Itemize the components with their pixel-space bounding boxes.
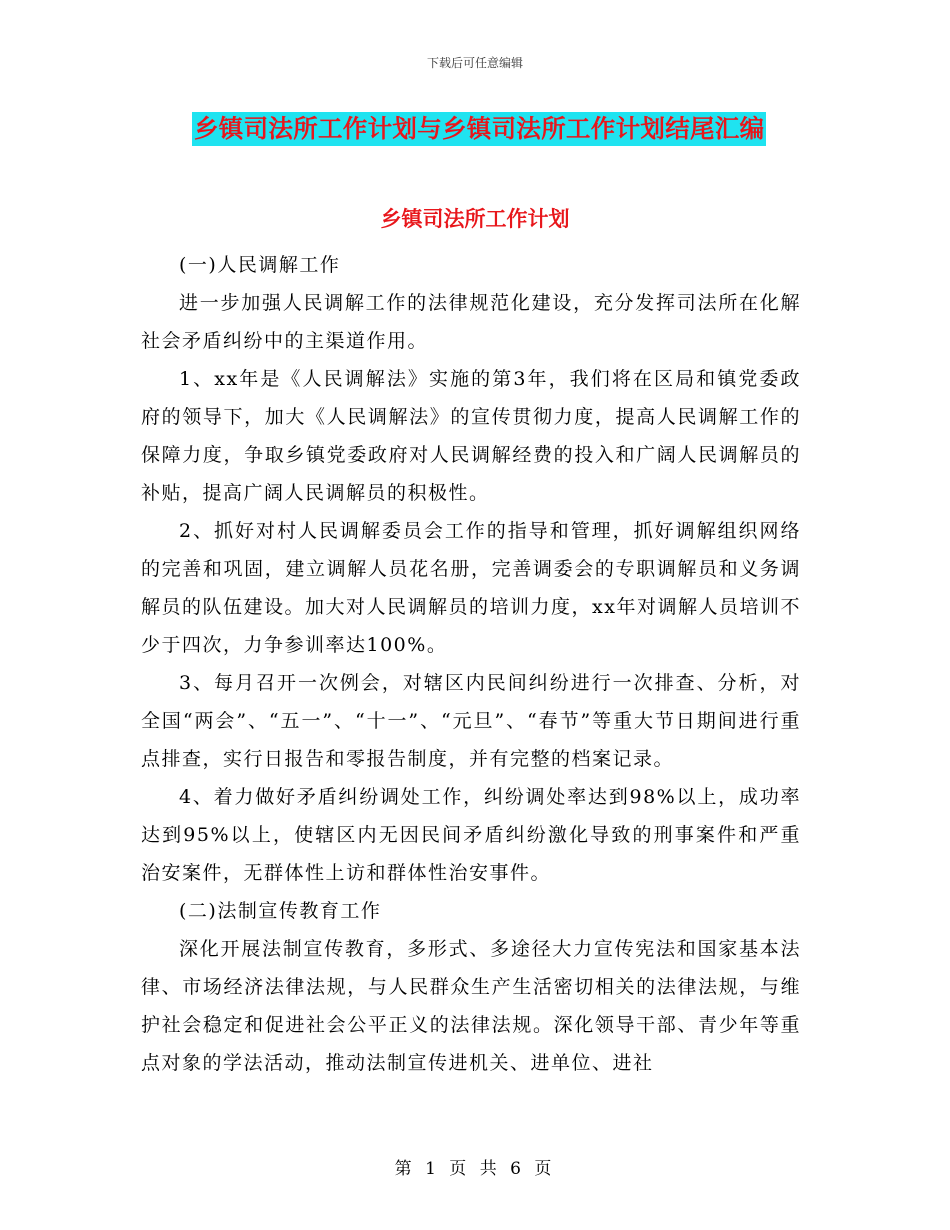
document-body xyxy=(141,246,801,1082)
paragraph-heading-2: (二)法制宣传教育工作 xyxy=(179,900,382,922)
paragraph: 3、每月召开一次例会，对辖区内民间纠纷进行一次排查、分析，对全国“两会”、“五一”、“十一”、“元旦”、“春节”等重大节日期间进行重点排查，实行日报告和零报告制度，并有完整的档案记录。 xyxy=(141,672,801,770)
document-title: 乡镇司法所工作计划与乡镇司法所工作计划结尾汇编 xyxy=(192,112,766,146)
header-note: 下载后可任意编辑 xyxy=(426,56,523,70)
paragraph-heading-1: (一)人民调解工作 xyxy=(179,254,341,276)
paragraph: 进一步加强人民调解工作的法律规范化建设，充分发挥司法所在化解社会矛盾纠纷中的主渠道作用。 xyxy=(141,292,801,352)
paragraph: 4、着力做好矛盾纠纷调处工作，纠纷调处率达到98%以上，成功率达到95%以上，使辖区内无因民间矛盾纠纷激化导致的刑事案件和严重治安案件，无群体性上访和群体性治安事件。 xyxy=(141,786,801,884)
paragraph: 2、抓好对村人民调解委员会工作的指导和管理，抓好调解组织网络的完善和巩固，建立调解人员花名册，完善调委会的专职调解员和义务调解员的队伍建设。加大对人民调解员的培训力度，xx年对调解人员培训不少于四次，力争参训率达100%。 xyxy=(141,520,801,656)
paragraph: 1、xx年是《人民调解法》实施的第3年，我们将在区局和镇党委政府的领导下，加大《人民调解法》的宣传贯彻力度，提高人民调解工作的保障力度，争取乡镇党委政府对人民调解经费的投入和广阔人民调解员的补贴，提高广阔人民调解员的积极性。 xyxy=(141,368,801,504)
section-title: 乡镇司法所工作计划 xyxy=(380,207,570,231)
paragraph: 深化开展法制宣传教育，多形式、多途径大力宣传宪法和国家基本法律、市场经济法律法规，与人民群众生产生活密切相关的法律法规，与维护社会稳定和促进社会公平正义的法律法规。深化领导干部、青少年等重点对象的学法活动，推动法制宣传进机关、进单位、进社 xyxy=(141,938,801,1074)
page-footer: 第 1 页 共 6 页 xyxy=(394,1159,556,1179)
